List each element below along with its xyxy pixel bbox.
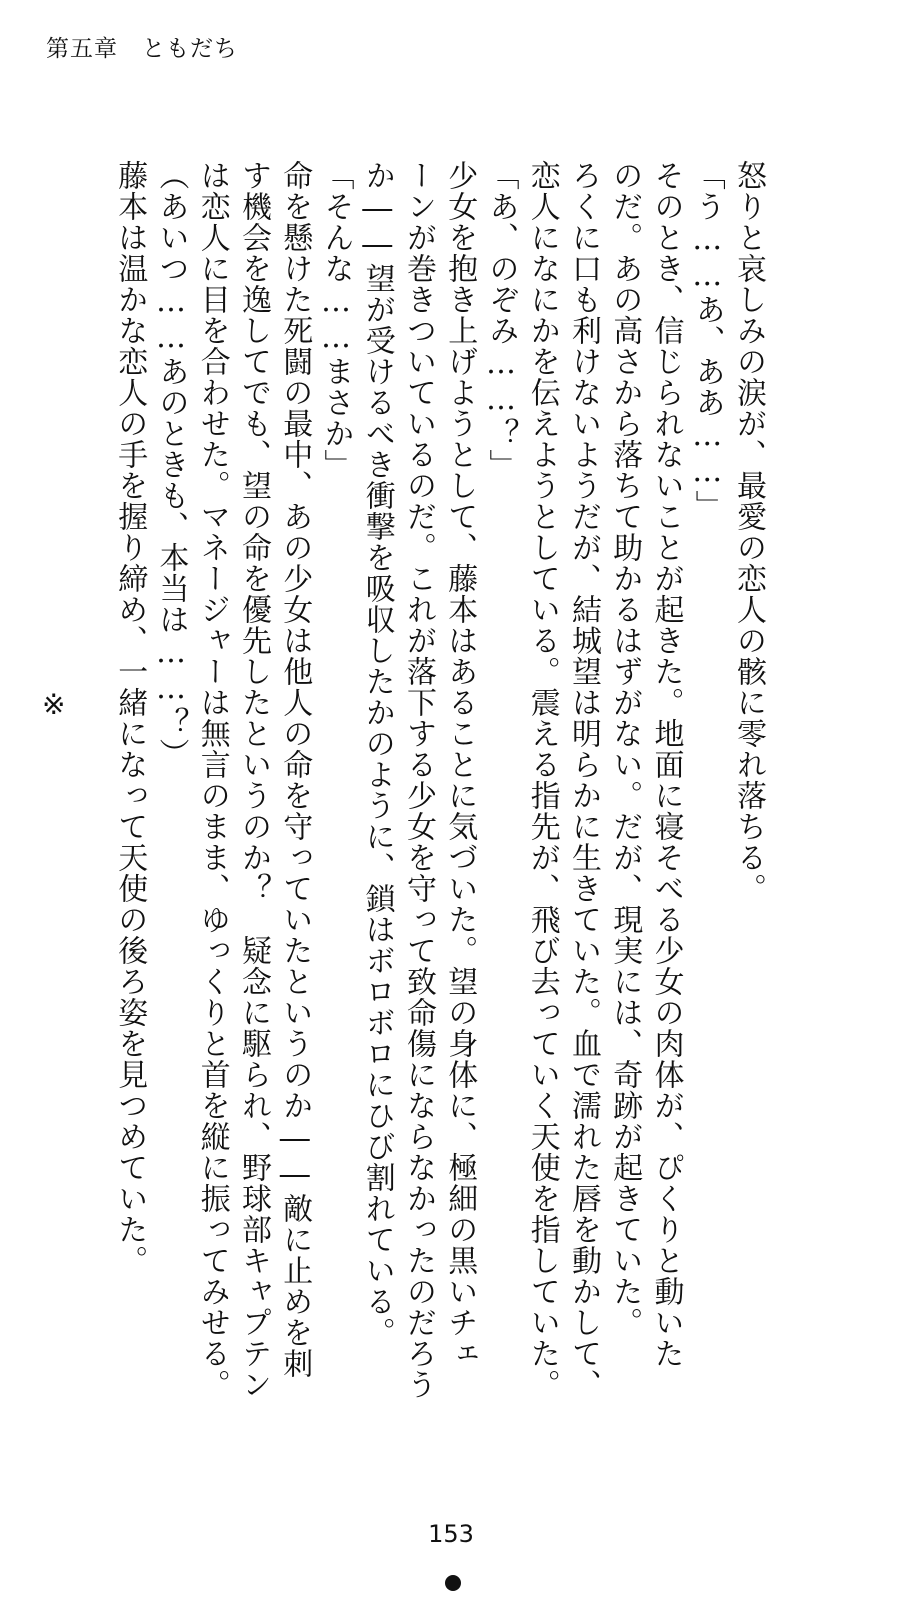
text-column: ーンが巻きついているのだ。これが落下する少女を守って致命傷にならなかったのだろう (401, 160, 436, 1400)
text-column: す機会を逸してでも、望の命を優先したというのか？ 疑念に駆られ、野球部キャプテン (236, 160, 271, 1400)
text-column: 藤本は温かな恋人の手を握り締め、一緒になって天使の後ろ姿を見つめていた。 (112, 160, 148, 1276)
text-column: 「そんな……まさか」 (318, 160, 354, 480)
scene-break-mark: ※ (42, 688, 66, 721)
text-column: か――望が受けるべき衝撃を吸収したかのように、鎖はボロボロにひび割れている。 (359, 160, 395, 1348)
text-column: は恋人に目を合わせた。マネージャーは無言のまま、ゆっくりと首を縦に振ってみせる。 (194, 160, 230, 1400)
text-column: （あいつ……あのときも、本当は……？） (153, 160, 189, 769)
text-column: 少女を抱き上げようとして、藤本はあることに気づいた。望の身体に、極細の黒いチェ (442, 160, 478, 1369)
vertical-body-text (110, 160, 770, 1520)
chapter-title: 第五章 ともだち (46, 36, 238, 62)
text-column: 怒りと哀しみの涙が、最愛の恋人の骸に零れ落ちる。 (731, 160, 766, 904)
text-column: そのとき、信じられないことが起きた。地面に寝そべる少女の肉体が、ぴくりと動いた (648, 160, 684, 1369)
text-column: 「あ、のぞみ……？」 (483, 160, 519, 480)
text-column: ろくに口も利けないようだが、結城望は明らかに生きていた。血で濡れた唇を動かして、 (566, 160, 601, 1400)
text-column: のだ。あの高さから落ちて助かるはずがない。だが、現実には、奇跡が起きていた。 (607, 160, 643, 1338)
text-column: 恋人になにかを伝えようとしている。震える指先が、飛び去っていく天使を指していた。 (524, 160, 560, 1400)
text-column: 命を懸けた死闘の最中、あの少女は他人の命を守っていたというのか――敵に止めを刺 (277, 160, 313, 1379)
folio-dot (445, 1575, 461, 1591)
page-number: 153 (428, 1520, 474, 1548)
text-column: 「う……あ、ああ……」 (689, 160, 725, 521)
